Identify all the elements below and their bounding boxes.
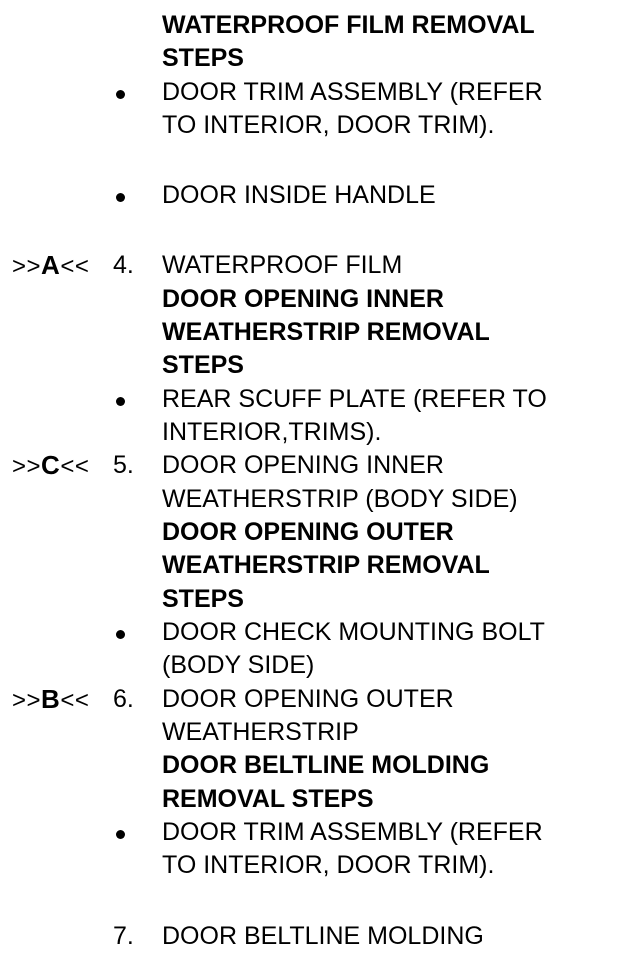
step-number: 7. bbox=[113, 922, 134, 950]
bullet-dot-icon bbox=[116, 830, 125, 839]
ref-letter: C bbox=[41, 450, 61, 480]
ref-letter: B bbox=[41, 684, 61, 714]
bullet-dot-icon bbox=[116, 397, 125, 406]
bullet-item bbox=[0, 383, 640, 416]
reference-marker bbox=[12, 449, 89, 483]
heading-text: WEATHERSTRIP REMOVAL bbox=[162, 318, 490, 346]
bullet-text: DOOR TRIM ASSEMBLY (REFER bbox=[162, 818, 543, 846]
section-heading bbox=[0, 783, 640, 816]
step-text: WEATHERSTRIP (BODY SIDE) bbox=[162, 485, 518, 513]
heading-text: REMOVAL STEPS bbox=[162, 785, 374, 813]
reference-marker bbox=[12, 249, 89, 283]
section-heading bbox=[0, 349, 640, 382]
heading-text: STEPS bbox=[162, 585, 244, 613]
heading-text: WEATHERSTRIP REMOVAL bbox=[162, 551, 490, 579]
step-text: WEATHERSTRIP bbox=[162, 718, 359, 746]
heading-text: WATERPROOF FILM REMOVAL bbox=[162, 11, 535, 39]
section-heading bbox=[0, 549, 640, 582]
bullet-text: (BODY SIDE) bbox=[162, 651, 315, 679]
section-heading bbox=[0, 516, 640, 549]
ref-prefix: >> bbox=[12, 687, 42, 714]
section-heading bbox=[0, 316, 640, 349]
step-text: DOOR OPENING OUTER bbox=[162, 685, 454, 713]
bullet-text: TO INTERIOR, DOOR TRIM). bbox=[162, 851, 495, 879]
heading-text: STEPS bbox=[162, 44, 244, 72]
bullet-item bbox=[0, 76, 640, 109]
removal-step bbox=[0, 249, 640, 282]
removal-step-continued bbox=[0, 716, 640, 749]
step-text: DOOR BELTLINE MOLDING bbox=[162, 922, 484, 950]
removal-step bbox=[0, 449, 640, 482]
bullet-dot-icon bbox=[116, 630, 125, 639]
bullet-text: INTERIOR,TRIMS). bbox=[162, 418, 382, 446]
bullet-text: DOOR CHECK MOUNTING BOLT bbox=[162, 618, 545, 646]
bullet-dot-icon bbox=[116, 90, 125, 99]
removal-step bbox=[0, 683, 640, 716]
step-number: 6. bbox=[113, 685, 134, 713]
bullet-item-continued bbox=[0, 109, 640, 142]
ref-prefix: >> bbox=[12, 253, 42, 280]
heading-text: DOOR OPENING OUTER bbox=[162, 518, 454, 546]
ref-prefix: >> bbox=[12, 453, 42, 480]
heading-text: STEPS bbox=[162, 351, 244, 379]
heading-text: DOOR BELTLINE MOLDING bbox=[162, 751, 490, 779]
removal-step bbox=[0, 920, 640, 953]
bullet-item-continued bbox=[0, 416, 640, 449]
reference-marker bbox=[12, 683, 89, 717]
ref-suffix: << bbox=[60, 687, 90, 714]
step-text: WATERPROOF FILM bbox=[162, 251, 403, 279]
heading-text: DOOR OPENING INNER bbox=[162, 285, 444, 313]
bullet-item bbox=[0, 179, 640, 212]
bullet-text: REAR SCUFF PLATE (REFER TO bbox=[162, 385, 547, 413]
section-heading bbox=[0, 749, 640, 782]
bullet-item bbox=[0, 616, 640, 649]
step-text: DOOR OPENING INNER bbox=[162, 451, 444, 479]
bullet-item-continued bbox=[0, 849, 640, 882]
section-heading bbox=[0, 583, 640, 616]
bullet-item-continued bbox=[0, 649, 640, 682]
ref-suffix: << bbox=[60, 253, 90, 280]
section-heading bbox=[0, 9, 640, 42]
bullet-dot-icon bbox=[116, 193, 125, 202]
bullet-text: DOOR INSIDE HANDLE bbox=[162, 181, 436, 209]
removal-step-continued bbox=[0, 483, 640, 516]
section-heading bbox=[0, 283, 640, 316]
bullet-text: TO INTERIOR, DOOR TRIM). bbox=[162, 111, 495, 139]
step-number: 4. bbox=[113, 251, 134, 279]
ref-suffix: << bbox=[60, 453, 90, 480]
step-number: 5. bbox=[113, 451, 134, 479]
ref-letter: A bbox=[41, 250, 61, 280]
bullet-item bbox=[0, 816, 640, 849]
section-heading bbox=[0, 42, 640, 75]
bullet-text: DOOR TRIM ASSEMBLY (REFER bbox=[162, 78, 543, 106]
